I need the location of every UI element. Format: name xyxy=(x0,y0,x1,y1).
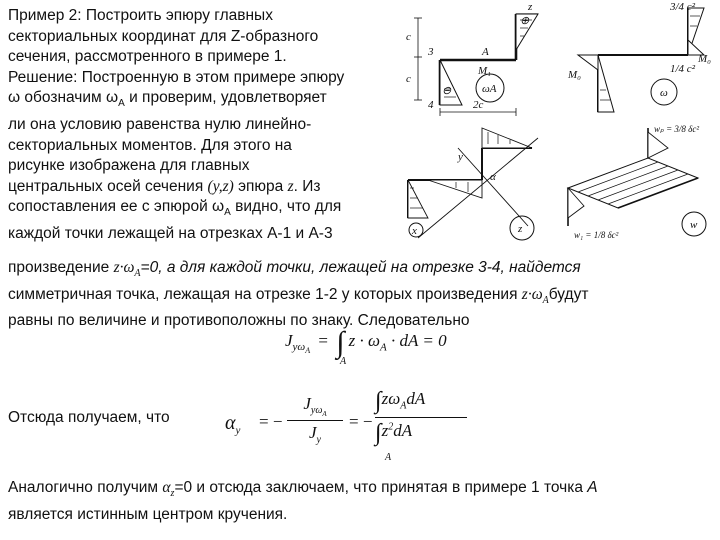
label-w-max: wₚ = 3/8 δc² xyxy=(654,124,700,134)
label-omega-a: ωA xyxy=(482,83,497,95)
formula2-fraction1: $J_{y\omega_A}$ $J_y$ xyxy=(287,394,343,446)
label-M1: M₁ xyxy=(478,65,491,77)
label-A: A xyxy=(482,46,489,58)
formula1-eq: = xyxy=(318,331,328,350)
label-3: 3 xyxy=(428,46,434,58)
formula1-diff: · dA = 0 xyxy=(391,331,447,350)
label-c-bot: c xyxy=(406,73,411,85)
intro-line: ли она условию равенства нулю линейно- xyxy=(8,116,312,134)
body-paragraph-2: Отсюда получаем, что xyxy=(8,409,170,426)
formula-linear-sectorial-moment: $J_{y\omega_A}$ = ∫ $z \cdot \omega_A$ · dA = 0 A xyxy=(285,326,447,367)
body-line: равны по величине и противоположны по знаку. Следовательно xyxy=(8,312,470,330)
intro-line: сопоставления ее с эпюрой $\omega_A$ видно, что для xyxy=(8,198,342,219)
formula2-eq2: = − xyxy=(349,412,373,431)
plus-sign-icon: ⊕ xyxy=(520,15,530,27)
integral-sign-icon: ∫ xyxy=(336,326,345,359)
intro-line: Пример 2: Построить эпюру главных xyxy=(8,7,273,24)
label-M0-right: M₀ xyxy=(698,53,711,65)
label-omega: ω xyxy=(660,87,668,99)
intro-paragraph xyxy=(8,6,400,245)
body-line: произведение $z\cdot\omega_A=0$, а для каждой точки, лежащей на отрезке 3-4, найдется xyxy=(8,259,581,280)
label-w-min: w₁ = 1/8 δc² xyxy=(574,230,619,240)
intro-line: секториальных моментов. Для этого на xyxy=(8,136,292,154)
label-M0-left: M₀ xyxy=(568,69,581,81)
intro-line: каждой точки лежащей на отрезках А-1 и А-3 xyxy=(8,225,333,243)
label-w: w xyxy=(690,219,698,231)
formula1-limit: A xyxy=(340,356,347,367)
intro-line: ω обозначим $\omega_A$ и проверим, удовлетворяет xyxy=(8,89,327,110)
formula-alpha-y: $\alpha_y$ = − $J_{y\omega_A}$ $J_y$ = − $\int z\omega_AdA$ $\int z^2dA$ A xyxy=(225,388,475,464)
formula2-fraction2: $\int z\omega_AdA$ $\int z^2dA$ A xyxy=(375,388,467,447)
label-z-circle: z xyxy=(518,223,523,235)
minus-sign-icon: ⊖ xyxy=(442,85,452,97)
label-z: z xyxy=(528,1,533,13)
body-line: симметричная точка, лежащая на отрезке 1-2 у которых произведения $z\cdot\omega_Aбудут$ xyxy=(8,285,589,306)
body-line: Аналогично получим $\alpha_z=0$ и отсюда заключаем, что принятая в примере 1 точка А xyxy=(8,479,598,500)
formula2-limit: A xyxy=(385,452,392,463)
body-line: является истинным центром кручения. xyxy=(8,505,288,523)
body-paragraph-3 xyxy=(8,478,712,525)
intro-line: Решение: Построенную в этом примере эпюру xyxy=(8,68,345,86)
top-figure xyxy=(398,0,720,120)
label-alpha: α xyxy=(490,171,496,183)
intro-line: сечения, рассмотренного в примере 1. xyxy=(8,48,287,66)
label-mid-value: 1/4 c² xyxy=(670,63,695,75)
intro-line: центральных осей сечения (y,z) эпюра z. Из xyxy=(8,177,321,195)
intro-line: рисунке изображена для главных xyxy=(8,157,250,175)
formula2-alpha: α xyxy=(225,412,236,434)
label-x-axis: x xyxy=(412,225,417,237)
label-4: 4 xyxy=(428,99,434,111)
body-paragraph-1 xyxy=(8,258,712,332)
formula2-eq1: = − xyxy=(259,412,283,431)
label-c-top: c xyxy=(406,31,411,43)
label-top-value: 3/4 c² xyxy=(670,1,695,13)
formula1-integrand: z · ω xyxy=(348,331,381,350)
label-2c: 2c xyxy=(473,99,484,111)
label-y-axis: y xyxy=(458,151,463,163)
intro-line: секториальных координат для Z-образного xyxy=(8,27,319,45)
formula1-lhs: J xyxy=(285,331,293,350)
bottom-figure xyxy=(398,118,720,246)
